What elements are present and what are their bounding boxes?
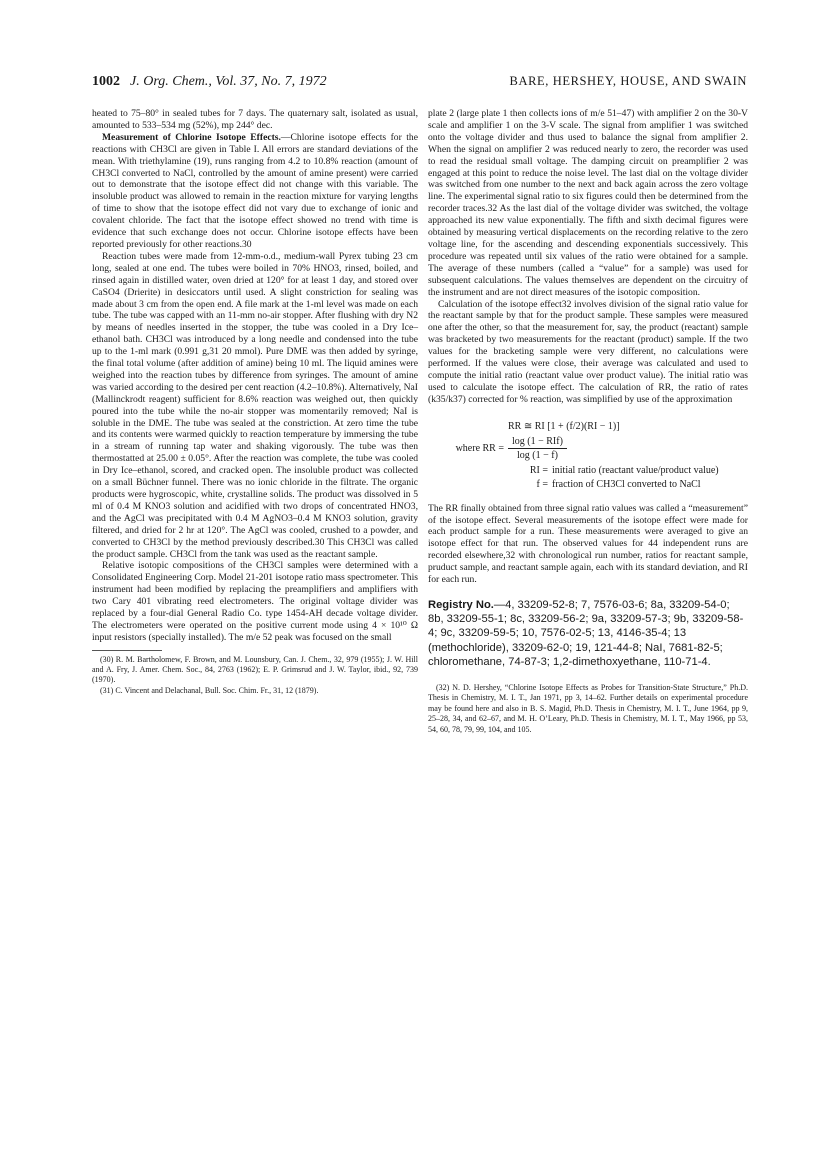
definition-text: initial ratio (reactant value/product value) bbox=[552, 464, 719, 476]
running-header bbox=[92, 74, 747, 94]
registry-label: Registry No. bbox=[428, 599, 494, 611]
equation-block bbox=[428, 420, 748, 491]
definition-ri bbox=[428, 464, 748, 477]
footnotes-left bbox=[92, 650, 418, 697]
paragraph-signal-procedure: plate 2 (large plate 1 then collects ions of m/e 51–47) with amplifier 2 on the 30-V scale and amplifier 1 on the 3-V scale. The signal from amplifier 1 was switched onto the voltage divider and thus used to balance the signal from amplifier 2. When the signal on amplifier 2 was reduced nearly to zero, the recorder was used to read the residual small voltage. The damping circuit on preamplifier 2 was engaged at this point to reduce the noise level. The last dial on the voltage divider was switched from one number to the next and back again across the zero voltage line. The experimental signal ratio to six figures could then be determined from the recorder traces.32 As the last dial of the voltage divider was switched, the voltage approached its new value exponentially. The fifth and sixth decimal figures were obtained by measuring vertical displacements on the recording relative to the zero voltage line, for the ascending and descending exponentials successively. This procedure was repeated until six values of the ratio were obtained for a sample. The average of these numbers (called a “value” for a sample) was used for subsequent calculations. The values themselves are dependent on the circuitry of the instrument and are not direct measures of the isotopic composition. bbox=[428, 108, 748, 298]
paragraph-isotope-measurement bbox=[92, 132, 418, 251]
section-body: —Chlorine isotope effects for the reactions with CH3Cl are given in Table I. All errors are standard deviations of the mean. With triethylamine (19), runs ranging from 4.2 to 10.8% reaction (amount of CH3Cl converted to NaCl, controlled by the amount of amine present) were carried out to demonstrate that the isotope effect did not change with this variable. The insoluble product was allowed to remain in the reaction mixture for varying lengths of time to show that the isotope effect did not vary due to exchange of ionic and covalent chloride. The fact that the isotope effect showed no trend with time is evidence that such exchange does not occur. Chlorine isotope effects have been reported previously for other reactions.30 bbox=[92, 131, 418, 250]
definition-f bbox=[428, 478, 748, 491]
left-column bbox=[92, 108, 418, 698]
definition-text: fraction of CH3Cl converted to NaCl bbox=[552, 478, 701, 490]
page-number: 1002 bbox=[92, 74, 120, 89]
journal-citation: J. Org. Chem., Vol. 37, No. 7, 1972 bbox=[130, 74, 327, 89]
footnote-31: (31) C. Vincent and Delachanal, Bull. Soc. Chim. Fr., 31, 12 (1879). bbox=[100, 686, 319, 696]
registry-list: —4, 33209-52-8; 7, 7576-03-6; 8a, 33209-54-0; 8b, 33209-55-1; 8c, 33209-56-2; 9a, 33209-57-3; 9b, 33209-58-4; 9c, 33209-59-5; 10, 7576-02-5; 13, 4146-35-4; 13 (methochloride), 33209-62-0; 19, 121-44-8; NaI, 7681-82-5; chloromethane, 74-87-3; 1,2-dimethoxyethane, 110-71-4. bbox=[428, 599, 744, 668]
definition-symbol: RI = bbox=[529, 464, 548, 476]
approximation-equation: RR ≅ RI [1 + (f/2)(RI − 1)] bbox=[508, 420, 620, 432]
right-column bbox=[428, 108, 748, 736]
fraction-numerator: log (1 − RIf) bbox=[508, 435, 567, 449]
footnotes-right bbox=[428, 683, 748, 735]
definition-symbol: f = bbox=[536, 478, 548, 490]
paragraph-reaction-tubes: Reaction tubes were made from 12-mm-o.d., medium-wall Pyrex tubing 23 cm long, sealed at one end. The tubes were boiled in 70% HNO3, rinsed, boiled, and rinsed again in distilled water, oven dried at 120° for at least 1 day, and stored over CaSO4 (Drierite) in desiccators until used. A slight constriction for sealing was made about 3 cm from the open end. A file mark at the 1-ml level was made on each tube. The tube was capped with an 11-mm no-air stopper. After flushing with dry N2 by means of needles inserted in the stopper, the tube was cooled in a Dry Ice–ethanol bath. CH3Cl was introduced by a long needle and condensed into the tube up to the 1-ml mark (0.991 g,31 20 mmol). Pure DME was then added by syringe, the final total volume (after addition of amine) being 10 ml. The liquid amines were weighed into the reaction tubes by difference from syringes. The amount of amine was varied according to the desired per cent reaction (4.2–10.8%). Alternatively, NaI (Mallinckrodt reagent) sufficient for 8.6% reaction was weighed out, then quickly poured into the tube while the no-air stopper was momentarily removed; NaI is soluble in the DME. The tube was sealed at the constriction. At zero time the tube and its contents were warmed quickly to reaction temperature by immersing the tube in a stream of running tap water and shaking vigorously. The tube was then thermostatted at 25.00 ± 0.05°. After the reaction was complete, the tube was cooled in Dry Ice–ethanol, scored, and cracked open. The insoluble product was collected on a small Büchner funnel. There was no ionic chloride in the filtrate. The organic products were hygroscopic, white, crystalline solids. The product was dissolved in 5 ml of 0.4 M KNO3 solution and acidified with two drops of concentrated HNO3, and the AgCl was precipitated with 0.4 M AgNO3–0.4 M KNO3 solution, gravity filtered, and dried for 2 hr at 120°. The AgCl was cooled, crushed to a powder, and converted to CH3Cl by the method previously described.30 This CH3Cl was called the product sample. CH3Cl from the tank was used as the reactant sample. bbox=[92, 250, 418, 560]
fraction-denominator: log (1 − f) bbox=[517, 449, 558, 461]
paragraph-quaternary-salt: heated to 75–80° in sealed tubes for 7 days. The quaternary salt, isolated as usual, amounted to 533–534 mg (52%), mp 244° dec. bbox=[92, 108, 418, 131]
footnote-rule bbox=[92, 650, 162, 651]
footnote-30: (30) R. M. Bartholomew, F. Brown, and M. Lounsbury, Can. J. Chem., 32, 979 (1955); J. W. Hill and A. Fry, J. Amer. Chem. Soc., 84, 2763 (1962); E. P. Grimsrud and J. W. Taylor, ibid., 92, 739 (1970). bbox=[92, 654, 418, 685]
registry-numbers bbox=[428, 598, 748, 669]
footnote-32: (32) N. D. Hershey, “Chlorine Isotope Effects as Probes for Transition-State Structure,” Ph.D. Thesis in Chemistry, M. I. T., Jan 1971, pp 3, 14–62. Further details on experimental procedure may be found here and also in B. S. Magid, Ph.D. Thesis in Chemistry, M. I. T., June 1964, pp 9, 25–28, 34, and 62–67, and M. H. O’Leary, Ph.D. Thesis in Chemistry, M. I. T., May 1966, pp 53, 54, 60, 78, 79, 99, 104, and 105. bbox=[428, 683, 748, 734]
paragraph-measurement: The RR finally obtained from three signal ratio values was called a “measurement” of the isotope effect. Several measurements of the isotope effect were made for each product sample for a run. These measurements were averaged to give an isotope effect for that run. The observed values for 44 independent runs are recorded elsewhere,32 with chronological run number, ratios for reactant sample, pruduct sample, and reactant sample again, each with its standard deviation, and RI for each run. bbox=[428, 502, 748, 586]
paragraph-mass-spectrometer: Relative isotopic compositions of the CH3Cl samples were determined with a Consolidated Engineering Corp. Model 21-201 isotope ratio mass spectrometer. This instrument had been modified by replacing the preamplifiers and amplifiers with two Cary 401 vibrating reed electrometers. The original voltage divider was replaced by a four-dial General Radio Co. type 1454-AH decade voltage divider. The electrometers were operated on the positive current mode using 4 × 10¹⁰ Ω input resistors (specially installed). The m/e 52 peak was focused on the small bbox=[92, 560, 418, 643]
paragraph-calculation: Calculation of the isotope effect32 involves division of the signal ratio value for the reactant sample by that for the product sample. These samples were measured one after the other, so that the measurement for, say, the product (reactant) sample was bracketed by two measurements for the reactant (product) sample. If the two values for the bracketing sample were very different, no calculations were performed. If the values were close, their average was calculated and used to compute the initial ratio (reactant value over product value). The initial ratio was used to calculate the isotope effect. The calculation of RR, the ratio of rates (k35/k37) corrected for % reaction, was simplified by use of the approximation bbox=[428, 298, 748, 405]
equation-where-label: where RR = bbox=[455, 442, 504, 454]
section-heading: Measurement of Chlorine Isotope Effects. bbox=[102, 131, 281, 143]
rate-ratio-fraction bbox=[508, 435, 567, 462]
running-authors: BARE, HERSHEY, HOUSE, AND SWAIN bbox=[509, 74, 747, 88]
